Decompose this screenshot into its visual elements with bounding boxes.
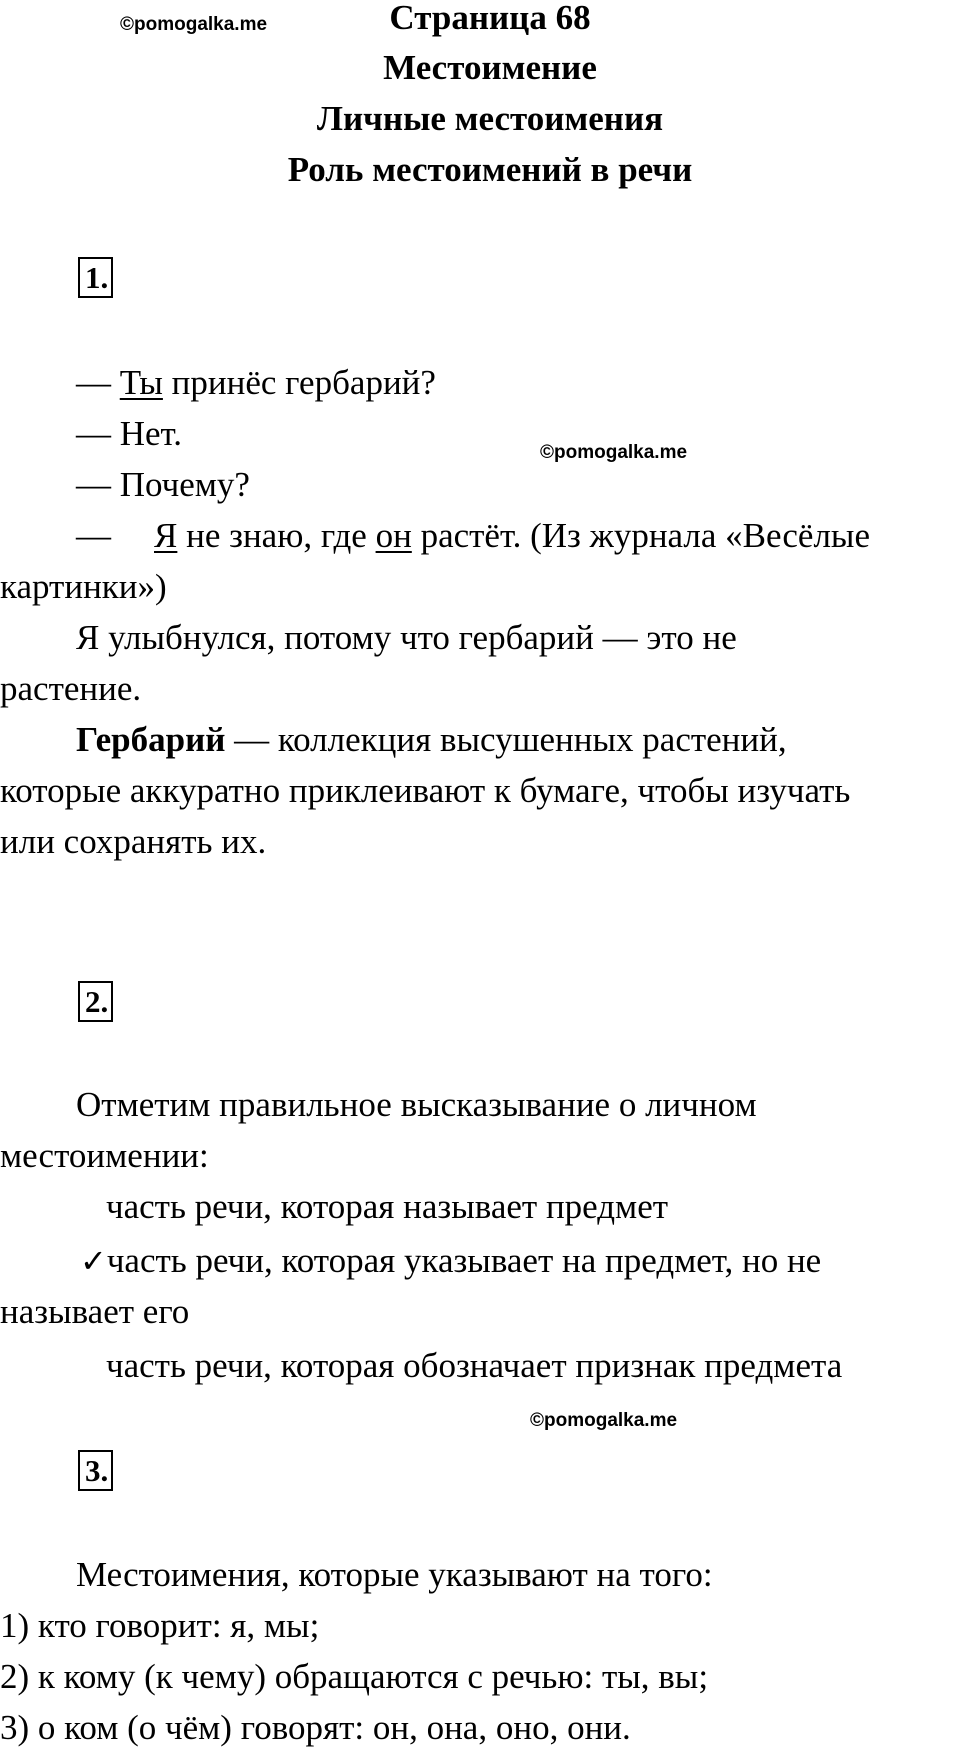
dialogue-line-2: — Нет. <box>76 414 182 453</box>
pronoun-ya: Я <box>154 516 178 555</box>
exercise-1-number: 1. <box>78 257 113 298</box>
option-3: часть речи, которая обозначает признак предмета <box>106 1346 843 1385</box>
definition-term: Гербарий <box>76 720 226 759</box>
pronoun-ty: Ты <box>119 363 163 402</box>
watermark: ©pomogalka.me <box>530 1410 678 1431</box>
paragraph-line: растение. <box>0 669 142 708</box>
pronoun-on: он <box>375 516 412 555</box>
definition-line-3: или сохранять их. <box>0 822 267 861</box>
exercise-2-number: 2. <box>78 981 113 1022</box>
paragraph-line: Я улыбнулся, потому что гербарий — это не <box>76 618 737 657</box>
dialogue-line-3: — Почему? <box>76 465 250 504</box>
list-item: 3) о ком (о чём) говорят: он, она, оно, они. <box>0 1708 631 1747</box>
dialogue-line-4: — Я не знаю, где он растёт. (Из журнала «Весёлые <box>76 516 870 555</box>
exercise-2-intro: местоимении: <box>0 1136 209 1175</box>
watermark: ©pomogalka.me <box>120 14 268 35</box>
watermark: ©pomogalka.me <box>540 442 688 463</box>
exercise-3-number: 3. <box>78 1450 113 1491</box>
definition-line-1: Гербарий — коллекция высушенных растений, <box>76 720 787 759</box>
dialogue-line-1: — Ты принёс гербарий? <box>76 363 436 402</box>
exercise-3-intro: Местоимения, которые указывают на того: <box>76 1555 713 1594</box>
option-2-continued: называет его <box>0 1292 190 1331</box>
check-mark-icon: ✓ <box>80 1242 107 1280</box>
page-number-heading: Страница 68 <box>389 0 591 37</box>
exercise-2-intro: Отметим правильное высказывание о личном <box>76 1085 757 1124</box>
definition-line-2: которые аккуратно приклеивают к бумаге, чтобы изучать <box>0 771 851 810</box>
lesson-heading: Роль местоимений в речи <box>287 150 693 189</box>
list-item: 2) к кому (к чему) обращаются с речью: ты, вы; <box>0 1657 709 1696</box>
option-1: часть речи, которая называет предмет <box>106 1187 669 1226</box>
option-2: ✓часть речи, которая указывает на предмет, но не <box>80 1241 822 1280</box>
subtopic-heading: Личные местоимения <box>316 99 664 138</box>
topic-heading: Местоимение <box>383 48 597 87</box>
dialogue-source: картинки») <box>0 567 167 606</box>
list-item: 1) кто говорит: я, мы; <box>0 1606 320 1645</box>
